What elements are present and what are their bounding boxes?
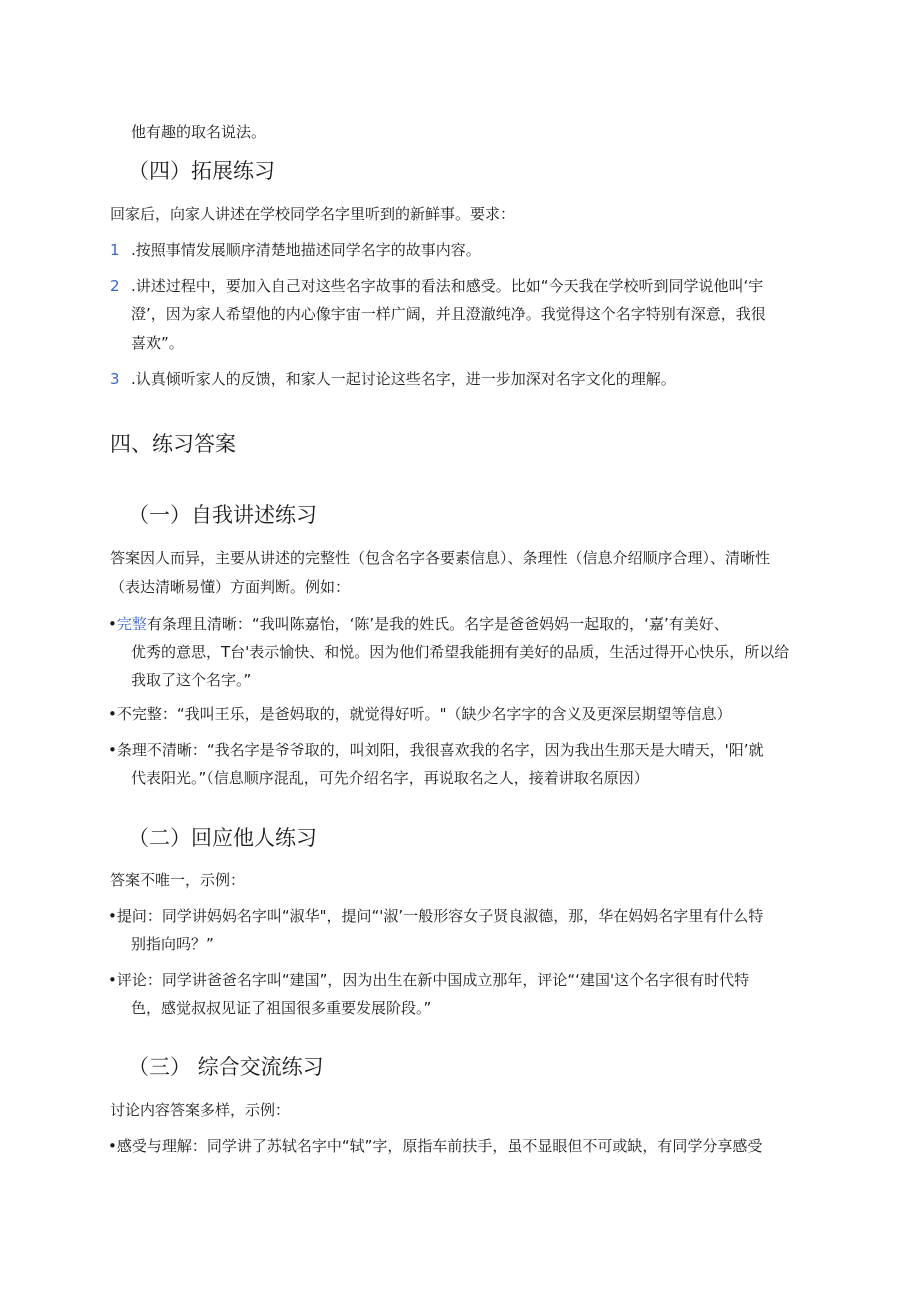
- bullet-item: [108, 906, 763, 926]
- bullet-item: [108, 614, 729, 634]
- section-heading-answers: 四、练习答案: [110, 432, 236, 456]
- list-item-text: .认真倾听家人的反馈，和家人一起讨论这些名字，进一步加深对名字文化的理解。: [131, 370, 676, 388]
- bullet-dot: •: [108, 615, 117, 633]
- bullet-item: [108, 970, 749, 990]
- list-item-text: .讲述过程中，要加入自己对这些名字故事的看法和感受。比如“今天我在学校听到同学说他叫‘宇: [131, 277, 764, 295]
- bullet-text: 代表阳光。”（信息顺序混乱，可先介绍名字，再说取名之人，接着讲取名原因）: [131, 769, 649, 787]
- bullet-dot: •: [108, 971, 117, 989]
- section-heading-respond: （二）回应他人练习: [128, 826, 317, 850]
- bullet-dot: •: [108, 705, 117, 723]
- bullet-text: 优秀的意思，T台'表示愉快、和悦。因为他们希望我能拥有美好的品质，生活过得开心快乐，所以给: [131, 643, 790, 661]
- list-item-text: 喜欢”。: [131, 334, 184, 352]
- bullet-item: [108, 704, 732, 724]
- bullet-text: 色，感觉叔叔见证了祖国很多重要发展阶段。”: [131, 999, 432, 1017]
- section-heading-self: （一）自我讲述练习: [128, 503, 317, 527]
- bullet-text: 我取了这个名字。”: [131, 671, 252, 689]
- list-number: 2: [110, 277, 120, 295]
- bullet-text: 有条理且清晰：“我叫陈嘉怡，‘陈’是我的姓氏。名字是爸爸妈妈一起取的，‘嘉’有美好、: [146, 615, 729, 633]
- bullet-dot: •: [108, 907, 117, 925]
- bullet-text: 不完整：“我叫王乐，是爸妈取的，就觉得好听。"（缺少名字字的含义及更深层期望等信息）: [116, 705, 732, 723]
- intro-line: 他有趣的取名说法。: [131, 123, 267, 141]
- bullet-dot: •: [108, 741, 117, 759]
- paragraph-line: 讨论内容答案多样，示例：: [110, 1101, 291, 1119]
- bullet-dot: •: [108, 1137, 117, 1155]
- bullet-keyword: 完整: [116, 615, 147, 633]
- paragraph-line: 答案不唯一，示例：: [110, 871, 246, 889]
- bullet-item: [108, 1136, 762, 1156]
- paragraph-line: 答案因人而异，主要从讲述的完整性（包含名字各要素信息）、条理性（信息介绍顺序合理）、清晰性: [110, 549, 771, 567]
- list-item-text: 澄’，因为家人希望他的内心像宇宙一样广阔，并且澄澈纯净。我觉得这个名字特别有深意，我很: [131, 305, 766, 323]
- list-number: 3: [110, 370, 120, 388]
- section-heading-extension: （四）拓展练习: [128, 159, 275, 183]
- list-item-text: .按照事情发展顺序清楚地描述同学名字的故事内容。: [131, 241, 481, 259]
- bullet-text: 提问：同学讲妈妈名字叫“淑华"，提问“'淑’一般形容女子贤良淑德，那，华在妈妈名字里有什么特: [116, 907, 764, 925]
- bullet-item: [108, 740, 764, 760]
- extension-intro: 回家后，向家人讲述在学校同学名字里听到的新鲜事。要求：: [110, 205, 516, 223]
- section-heading-discuss: （三） 综合交流练习: [128, 1055, 324, 1079]
- bullet-text: 感受与理解：同学讲了苏轼名字中“轼”字，原指车前扶手，虽不显眼但不可或缺，有同学分享感受: [116, 1137, 763, 1155]
- list-number: 1: [110, 241, 120, 259]
- bullet-text: 别指向吗？”: [131, 935, 214, 953]
- bullet-text: 条理不清晰：“我名字是爷爷取的，叫刘阳，我很喜欢我的名字，因为我出生那天是大晴天，'阳’就: [116, 741, 764, 759]
- bullet-text: 评论：同学讲爸爸名字叫“建国”，因为出生在新中国成立那年，评论“‘建国'这个名字很有时代特: [116, 971, 750, 989]
- paragraph-line: （表达清晰易懂）方面判断。例如：: [110, 578, 351, 596]
